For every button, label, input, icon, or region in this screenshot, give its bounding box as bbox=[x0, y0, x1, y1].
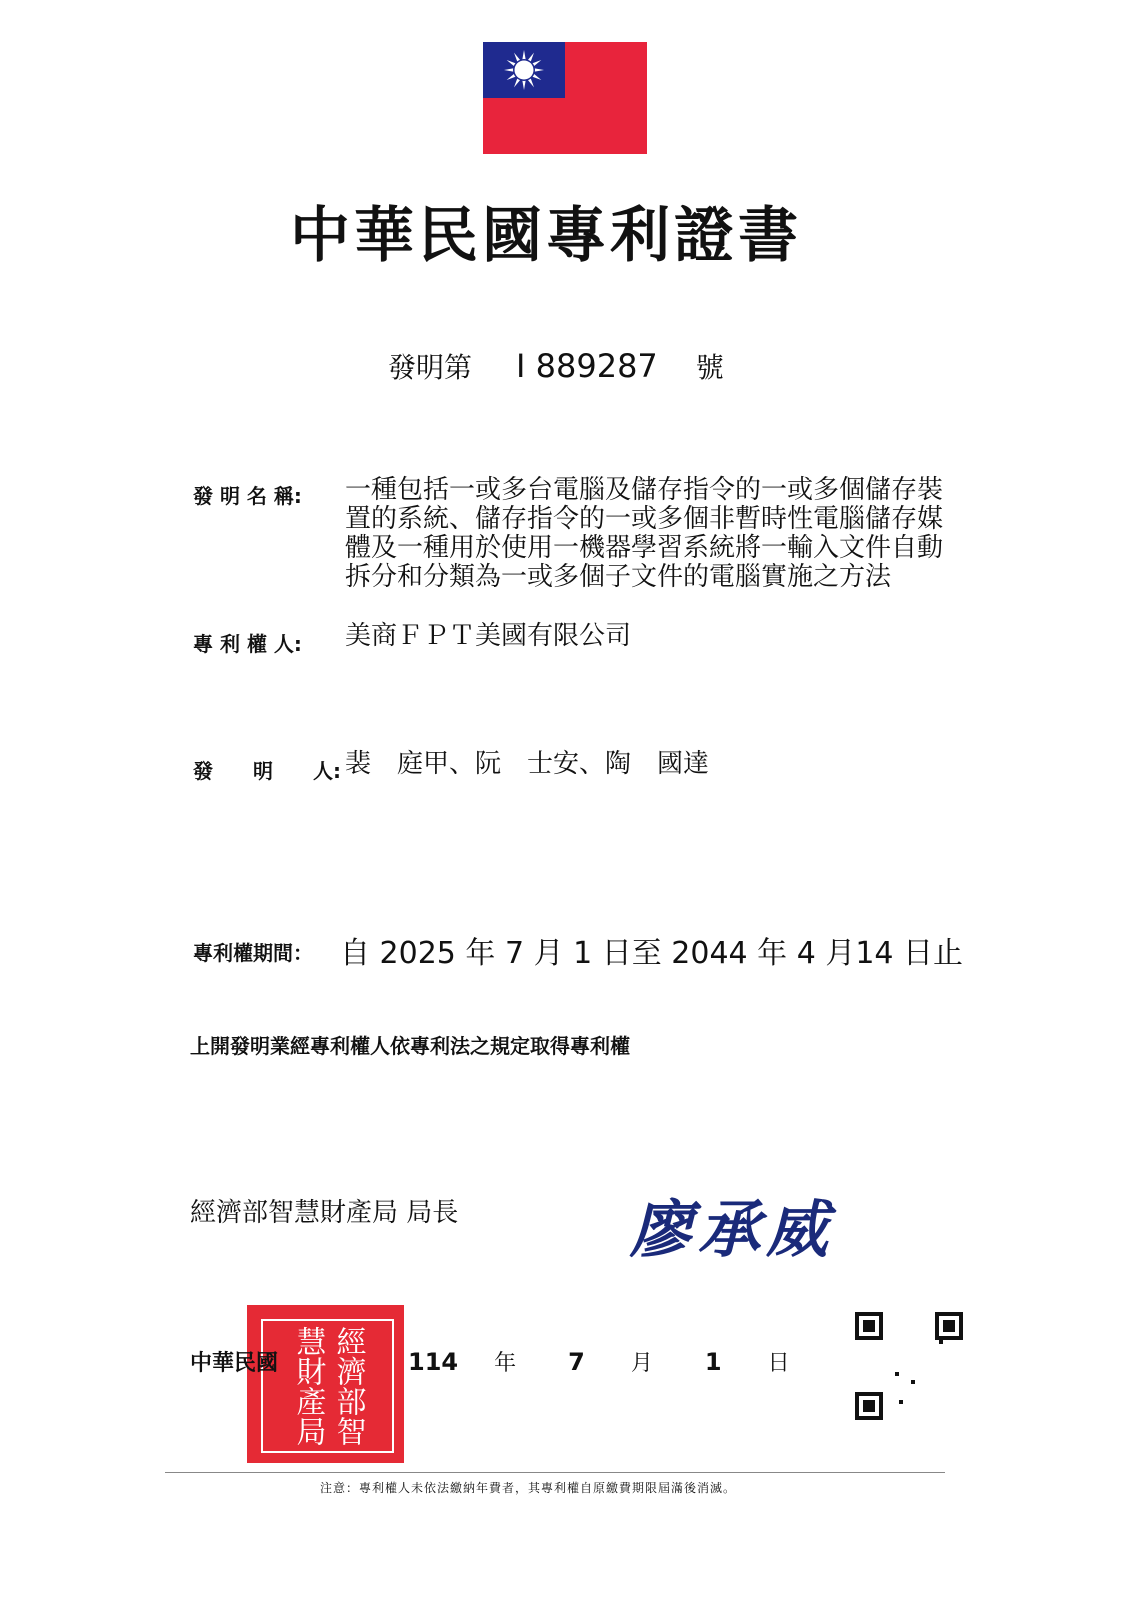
term-value: 自 2025 年 7 月 1 日至 2044 年 4 月14 日止 bbox=[340, 936, 964, 971]
official-seal bbox=[247, 1305, 404, 1463]
issue-date bbox=[190, 1346, 790, 1377]
invention-name: 一種包括一或多台電腦及儲存指令的一或多個儲存裝置的系統、儲存指令的一或多個非暫時性電腦儲存媒體及一種用於使用一機器學習系統將一輸入文件自動拆分和分類為一或多個子文件的電腦實施之方法 bbox=[345, 475, 944, 592]
certificate-title: 中華民國專利證書 bbox=[290, 201, 802, 271]
patent-number: I 889287 bbox=[516, 347, 658, 385]
roc-flag-icon bbox=[483, 42, 647, 154]
issue-year: 114 bbox=[408, 1348, 459, 1376]
issue-month: 7 bbox=[568, 1348, 585, 1376]
qr-code[interactable] bbox=[855, 1312, 963, 1420]
grant-statement: 上開發明業經專利權人依專利法之規定取得專利權 bbox=[190, 1034, 630, 1058]
director-title: 經濟部智慧財產局 局長 bbox=[190, 1198, 459, 1228]
signature: 廖承威 bbox=[630, 1193, 835, 1266]
seal-text: 經濟部智慧財產局 bbox=[261, 1319, 394, 1453]
issue-era: 中華民國 bbox=[190, 1351, 279, 1376]
day-unit: 日 bbox=[767, 1351, 790, 1376]
year-unit: 年 bbox=[494, 1351, 517, 1376]
term-label: 專利權期間： bbox=[193, 941, 313, 965]
issue-day: 1 bbox=[704, 1348, 722, 1376]
patent-number-prefix: 發明第 bbox=[388, 351, 473, 384]
invention-name-label: 發 明 名 稱: bbox=[193, 484, 302, 508]
inventor-label: 發 明 人: bbox=[193, 759, 341, 783]
patentee-label: 專 利 權 人: bbox=[193, 632, 302, 656]
patent-number-suffix: 號 bbox=[695, 351, 724, 384]
patentee: 美商ＦＰＴ美國有限公司 bbox=[345, 621, 632, 651]
flag-canton bbox=[483, 42, 565, 98]
divider bbox=[165, 1472, 945, 1473]
footnote: 注意：專利權人未依法繳納年費者，其專利權自原繳費期限屆滿後消滅。 bbox=[320, 1481, 737, 1495]
patent-number-line bbox=[388, 346, 724, 386]
inventors: 裴 庭甲、阮 士安、陶 國達 bbox=[345, 749, 710, 779]
month-unit: 月 bbox=[630, 1351, 653, 1376]
